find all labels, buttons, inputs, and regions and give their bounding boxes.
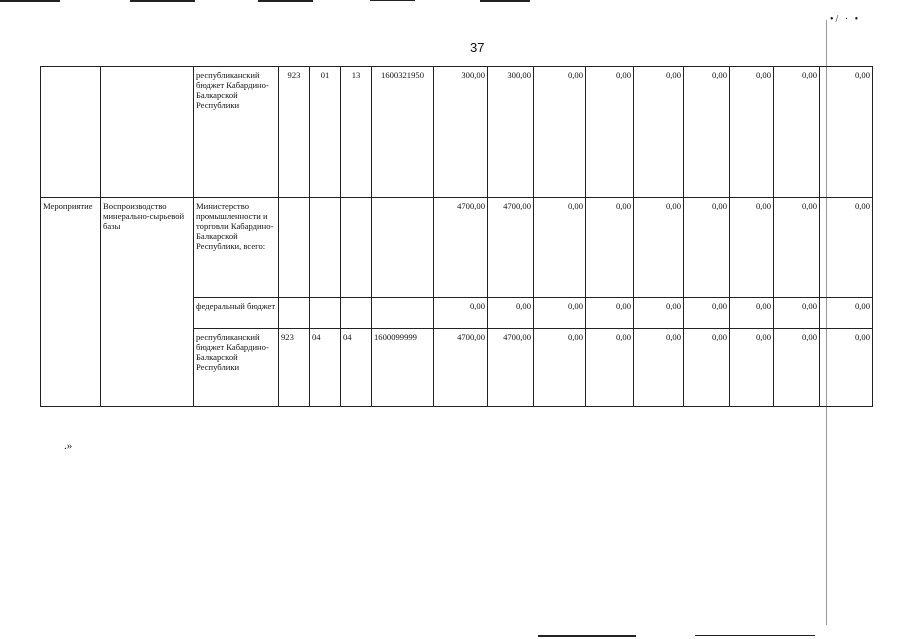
value-cell: 4700,00 <box>434 329 488 407</box>
source-cell: федеральный бюджет <box>194 298 279 329</box>
rz-cell: 04 <box>310 329 341 407</box>
value-cell: 0,00 <box>586 329 634 407</box>
value-cell: 300,00 <box>434 67 488 198</box>
grbs-cell: 923 <box>279 67 310 198</box>
value-cell: 0,00 <box>774 67 820 198</box>
scan-artifact-bottom-2 <box>695 635 815 636</box>
value-cell: 0,00 <box>730 198 774 298</box>
value-cell: 0,00 <box>820 329 873 407</box>
value-cell: 0,00 <box>586 198 634 298</box>
csr-cell <box>372 198 434 298</box>
pr-cell: 04 <box>341 329 372 407</box>
scan-artifact-top-4 <box>370 0 415 1</box>
value-cell: 0,00 <box>730 329 774 407</box>
csr-cell: 1600321950 <box>372 67 434 198</box>
grbs-cell <box>279 298 310 329</box>
value-cell: 0,00 <box>820 67 873 198</box>
value-cell: 0,00 <box>684 198 730 298</box>
grbs-cell <box>279 198 310 298</box>
value-cell: 4700,00 <box>488 198 534 298</box>
value-cell: 0,00 <box>634 67 684 198</box>
source-cell: Министерство промышленности и торговли Кабардино-Балкарской Республики, всего: <box>194 198 279 298</box>
rz-cell <box>310 198 341 298</box>
scan-artifact-top-3 <box>258 0 313 2</box>
name-cell: Воспроизводство минерально-сырьевой базы <box>101 198 194 407</box>
value-cell: 0,00 <box>684 298 730 329</box>
value-cell: 0,00 <box>634 198 684 298</box>
value-cell: 0,00 <box>820 298 873 329</box>
page-number: 37 <box>470 40 485 55</box>
value-cell: 0,00 <box>774 329 820 407</box>
value-cell: 4700,00 <box>434 198 488 298</box>
value-cell: 0,00 <box>434 298 488 329</box>
source-cell: республиканский бюджет Кабардино-Балкарской Республики <box>194 67 279 198</box>
value-cell: 0,00 <box>820 198 873 298</box>
value-cell: 300,00 <box>488 67 534 198</box>
scan-artifact-top-2 <box>130 0 195 2</box>
corner-marks: •/ · • <box>830 14 861 25</box>
table-row <box>41 198 873 298</box>
value-cell: 0,00 <box>534 329 586 407</box>
value-cell: 0,00 <box>488 298 534 329</box>
value-cell: 0,00 <box>684 329 730 407</box>
pr-cell: 13 <box>341 67 372 198</box>
value-cell: 0,00 <box>534 298 586 329</box>
pr-cell <box>341 298 372 329</box>
type-cell: Мероприятие <box>41 198 101 407</box>
value-cell: 0,00 <box>730 298 774 329</box>
value-cell: 0,00 <box>534 198 586 298</box>
budget-table <box>40 66 873 407</box>
scan-artifact-top-1 <box>0 0 60 2</box>
value-cell: 0,00 <box>534 67 586 198</box>
closing-quote: .» <box>64 440 73 452</box>
rz-cell: 01 <box>310 67 341 198</box>
value-cell: 0,00 <box>730 67 774 198</box>
source-cell: республиканский бюджет Кабардино-Балкарской Республики <box>194 329 279 407</box>
table-row <box>41 67 873 198</box>
value-cell: 0,00 <box>586 67 634 198</box>
value-cell: 0,00 <box>684 67 730 198</box>
value-cell: 0,00 <box>774 198 820 298</box>
scan-artifact-bottom-1 <box>538 635 636 637</box>
csr-cell: 1600099999 <box>372 329 434 407</box>
grbs-cell: 923 <box>279 329 310 407</box>
name-cell <box>101 67 194 198</box>
value-cell: 0,00 <box>586 298 634 329</box>
type-cell <box>41 67 101 198</box>
pr-cell <box>341 198 372 298</box>
csr-cell <box>372 298 434 329</box>
value-cell: 4700,00 <box>488 329 534 407</box>
value-cell: 0,00 <box>774 298 820 329</box>
value-cell: 0,00 <box>634 298 684 329</box>
value-cell: 0,00 <box>634 329 684 407</box>
rz-cell <box>310 298 341 329</box>
scan-artifact-top-5 <box>480 0 530 2</box>
